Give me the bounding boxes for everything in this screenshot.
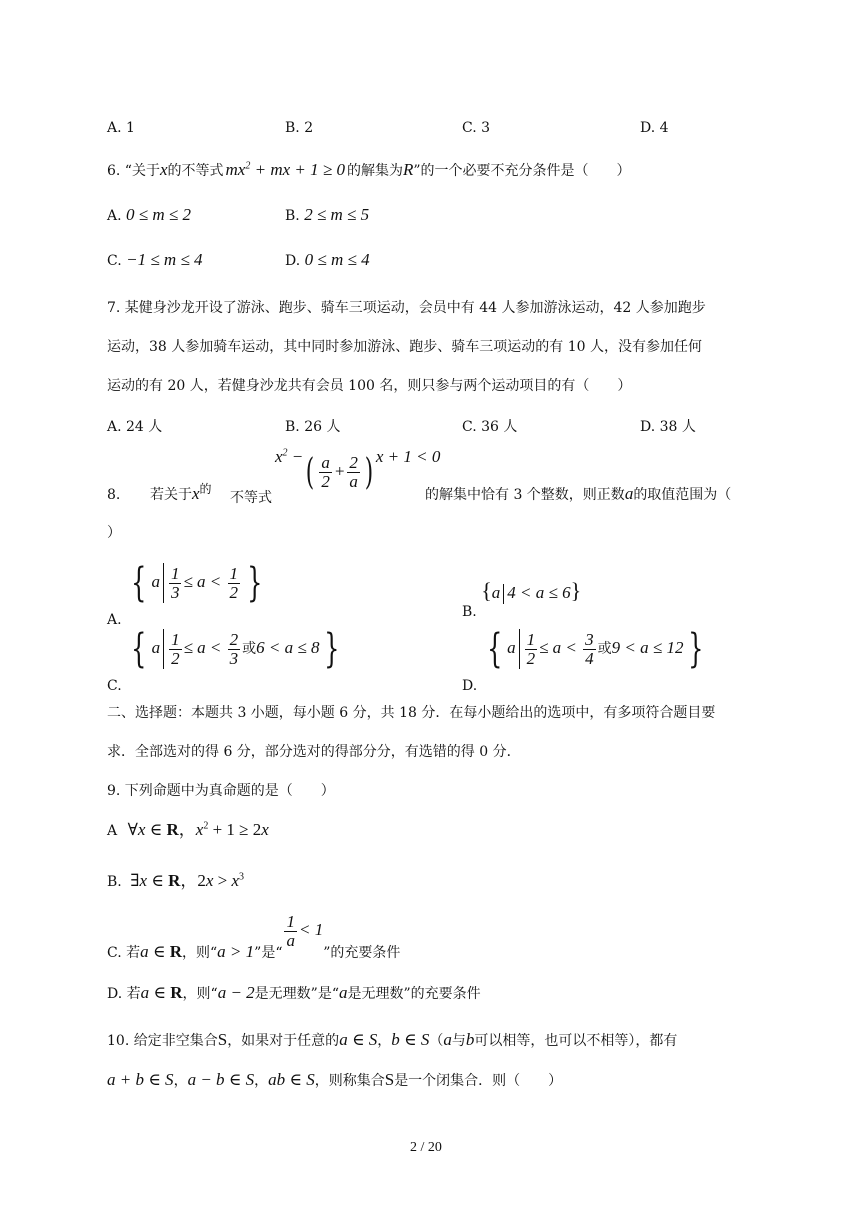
q7-line-1: 7. 某健身沙龙开设了游泳、跑步、骑车三项运动，会员中有 44 人参加游泳运动，42 人参加跑步	[107, 300, 706, 316]
q6-option-c: C. −1 ≤ m ≤ 4	[107, 250, 203, 269]
q5-option-b: B. 2	[285, 120, 314, 136]
q8-number: 8.	[107, 487, 121, 503]
q8-tail: 的解集中恰有 3 个整数，则正数a的取值范围为（	[425, 484, 732, 503]
q5-option-a: A. 1	[107, 120, 135, 136]
q7-option-b: B. 26 人	[285, 419, 341, 435]
q7-option-a: A. 24 人	[107, 419, 163, 435]
q8-option-b: B. {a 4 < a ≤ 6}	[462, 578, 582, 620]
q7-option-d: D. 38 人	[640, 419, 696, 435]
section-2-line-1: 二、选择题：本题共 3 小题，每小题 6 分，共 18 分．在每小题给出的选项中，有多项符合题目要	[107, 705, 716, 721]
q5-option-c: C. 3	[462, 120, 491, 136]
q10-line-1: 10. 给定非空集合S，如果对于任意的a ∈ S，b ∈ S（a与b可以相等，也可以不相等），都有	[107, 1030, 678, 1049]
q7-line-3: 运动的有 20 人，若健身沙龙共有会员 100 名，则只参与两个运动项目的有（ ）	[107, 378, 632, 394]
q8-option-c: C. { a $\frac{1}{2}$ ≤ a < $\frac{2}{3}$ 或6 < a ≤ 8 }	[107, 626, 340, 694]
q8-mid: 不等式	[230, 490, 272, 506]
q6-option-a: A. 0 ≤ m ≤ 2	[107, 205, 191, 224]
q6-stem: 6. “关于x的不等式 $mx^2$ + mx + 1 ≥ 0 的解集为R”的一个必要不充分条件是（ ）	[107, 160, 631, 179]
q8-inequality: $x^2$ −( $\frac{a}{2}$ + $\frac{2}{a}$ ) x + 1 < 0	[275, 447, 441, 493]
section-2-line-2: 求．全部选对的得 6 分，部分选对的得部分分，有选错的得 0 分．	[107, 744, 521, 760]
q9-option-c: C. 若a ∈ R，则“a > 1”是“ $\frac{1}{a}$ < 1”的充要条件	[107, 912, 401, 962]
q9-option-a: A ∀x ∈ R，$x^2 + 1 \ge 2x$	[107, 820, 269, 839]
q8-option-d: D. { a $\frac{1}{2}$ ≤ a < $\frac{3}{4}$ 或9 < a ≤ 12 }	[462, 626, 704, 694]
q7-option-c: C. 36 人	[462, 419, 518, 435]
q8-prefix: 若关于x的	[150, 482, 212, 503]
q10-line-2: a + b ∈ S，a − b ∈ S，ab ∈ S，则称集合S是一个闭集合．则（ ）	[107, 1070, 563, 1089]
q6-option-b: B. 2 ≤ m ≤ 5	[285, 205, 370, 224]
q9-option-b: B. ∃x ∈ R，$2x > x^3$	[107, 871, 245, 890]
q5-option-d: D. 4	[640, 120, 669, 136]
q9-stem: 9. 下列命题中为真命题的是（ ）	[107, 783, 335, 799]
page-number: 2 / 20	[410, 1140, 442, 1155]
q7-line-2: 运动，38 人参加骑车运动，其中同时参加游泳、跑步、骑车三项运动的有 10 人，没有参加任何	[107, 339, 702, 355]
q6-option-d: D. 0 ≤ m ≤ 4	[285, 250, 370, 269]
q9-option-d: D. 若a ∈ R，则“a − 2是无理数”是“a是无理数”的充要条件	[107, 983, 481, 1002]
q8-option-a: A. { a $\frac{1}{3}$ ≤ a < $\frac{1}{2}$ }	[107, 560, 263, 628]
q8-close-paren: ）	[107, 525, 121, 541]
